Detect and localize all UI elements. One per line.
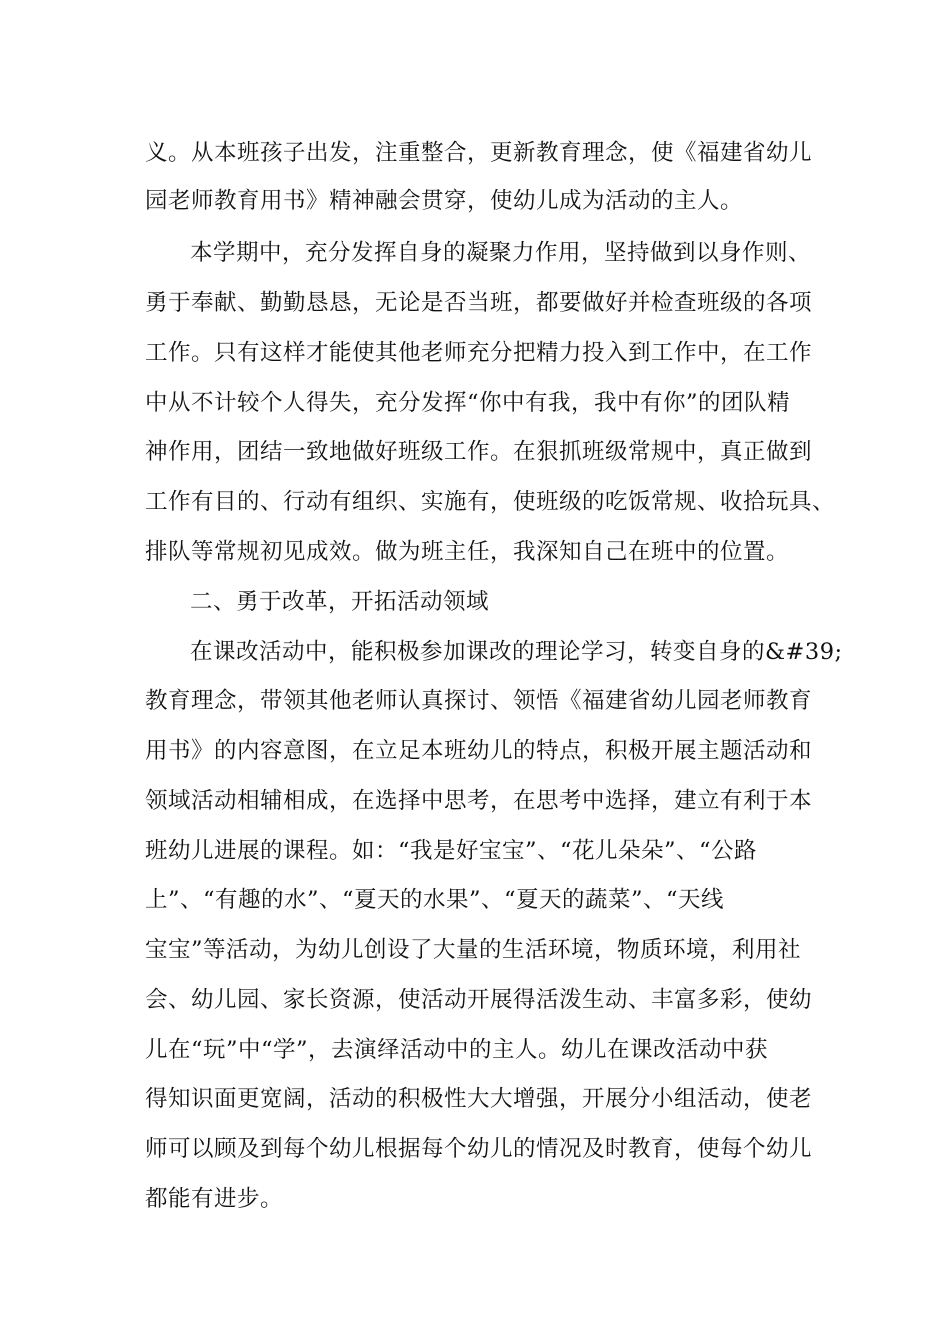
- text-line: 上”、“有趣的水”、“夏天的水果”、“夏天的蔬菜”、“天线: [145, 887, 725, 913]
- text-line: 本学期中，充分发挥自身的凝聚力作用，坚持做到以身作则、: [190, 240, 812, 266]
- text-line: 工作。只有这样才能使其他老师充分把精力投入到工作中，在工作: [145, 340, 813, 366]
- text-line: 工作有目的、行动有组织、实施有，使班级的吃饭常规、收拾玩具、: [145, 489, 836, 515]
- text-line: 神作用，团结一致地做好班级工作。在狠抓班级常规中，真正做到: [145, 439, 813, 465]
- text-line: 排队等常规初见成效。做为班主任，我深知自己在班中的位置。: [145, 539, 790, 565]
- text-line: 得知识面更宽阔，活动的积极性大大增强，开展分小组活动，使老: [145, 1086, 813, 1112]
- text-line: 领域活动相辅相成，在选择中思考，在思考中选择，建立有利于本: [145, 788, 813, 814]
- text-line: 中从不计较个人得失，充分发挥“你中有我，我中有你”的团队精: [145, 390, 791, 416]
- text-line: 儿在“玩”中“学”，去演绎活动中的主人。幼儿在课改活动中获: [145, 1037, 769, 1063]
- text-line: 园老师教育用书》精神融会贯穿，使幼儿成为活动的主人。: [145, 188, 744, 214]
- text-line: 班幼儿进展的课程。如：“我是好宝宝”、“花儿朵朵”、“公路: [145, 838, 758, 864]
- text-line: 用书》的内容意图，在立足本班幼儿的特点，积极开展主题活动和: [145, 738, 813, 764]
- text-line: 宝宝”等活动，为幼儿创设了大量的生活环境，物质环境，利用社: [145, 937, 802, 963]
- text-line: 义。从本班孩子出发，注重整合，更新教育理念，使《福建省幼儿: [145, 140, 813, 166]
- text-line: 会、幼儿园、家长资源，使活动开展得活泼生动、丰富多彩，使幼: [145, 987, 813, 1013]
- text-line: 在课改活动中，能积极参加课改的理论学习，转变自身的&#39;: [190, 639, 843, 665]
- section-heading: 二、勇于改革，开拓活动领域: [190, 589, 490, 615]
- text-line: 教育理念，带领其他老师认真探讨、领悟《福建省幼儿园老师教育: [145, 688, 813, 714]
- text-line: 师可以顾及到每个幼儿根据每个幼儿的情况及时教育，使每个幼儿: [145, 1136, 813, 1162]
- text-line: 都能有进步。: [145, 1186, 284, 1212]
- text-line: 勇于奉献、勤勤恳恳，无论是否当班，都要做好并检查班级的各项: [145, 290, 813, 316]
